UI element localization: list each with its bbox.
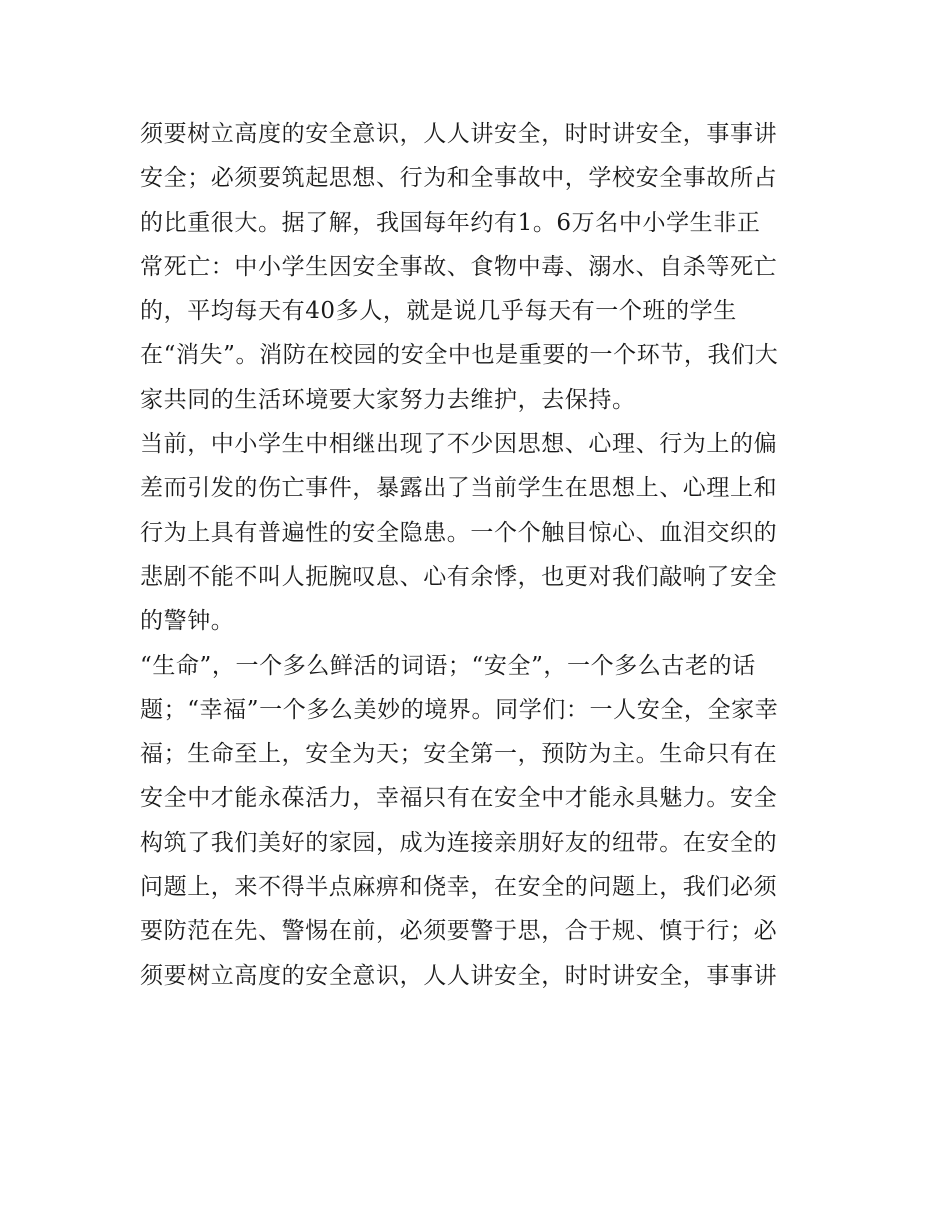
text-line: 的比重很大。据了解，我国每年约有1。6万名中小学生非正 <box>140 209 761 236</box>
text-line: 须要树立高度的安全意识，人人讲安全，时时讲安全，事事讲 <box>140 121 778 147</box>
text-line: 的警钟。 <box>140 608 235 635</box>
text-line: 构筑了我们美好的家园，成为连接亲朋好友的纽带。在安全的 <box>140 829 778 856</box>
text-line: 家共同的生活环境要大家努力去维护，去保持。 <box>140 386 636 413</box>
text-line: 当前，中小学生中相继出现了不少因思想、心理、行为上的偏 <box>140 431 778 458</box>
text-line: 悲剧不能不叫人扼腕叹息、心有余悸，也更对我们敲响了安全 <box>140 563 778 590</box>
text-line: “生命”，一个多么鲜活的词语；“安全”，一个多么古老的话 <box>140 652 756 679</box>
text-line: 要防范在先、警惕在前，必须要警于思，合于规、慎于行；必 <box>140 918 778 945</box>
text-line: 福；生命至上，安全为天；安全第一，预防为主。生命只有在 <box>140 741 778 768</box>
text-line: 问题上，来不得半点麻痹和侥幸，在安全的问题上，我们必须 <box>140 874 778 901</box>
body-text <box>140 112 820 998</box>
text-line: 差而引发的伤亡事件，暴露出了当前学生在思想上、心理上和 <box>140 475 778 502</box>
text-line: 行为上具有普遍性的安全隐患。一个个触目惊心、血泪交织的 <box>140 519 778 546</box>
text-line: 安全中才能永葆活力，幸福只有在安全中才能永具魅力。安全 <box>140 785 778 812</box>
text-line: 题；“幸福”一个多么美妙的境界。同学们：一人安全，全家幸 <box>140 696 779 723</box>
text-line: 在“消失”。消防在校园的安全中也是重要的一个环节，我们大 <box>140 342 779 369</box>
text-line: 常死亡：中小学生因安全事故、食物中毒、溺水、自杀等死亡 <box>140 253 778 280</box>
text-line: 须要树立高度的安全意识，人人讲安全，时时讲安全，事事讲 <box>140 962 778 989</box>
text-line: 安全；必须要筑起思想、行为和全事故中，学校安全事故所占 <box>140 165 778 192</box>
text-line: 的，平均每天有40多人，就是说几乎每天有一个班的学生 <box>140 298 737 325</box>
